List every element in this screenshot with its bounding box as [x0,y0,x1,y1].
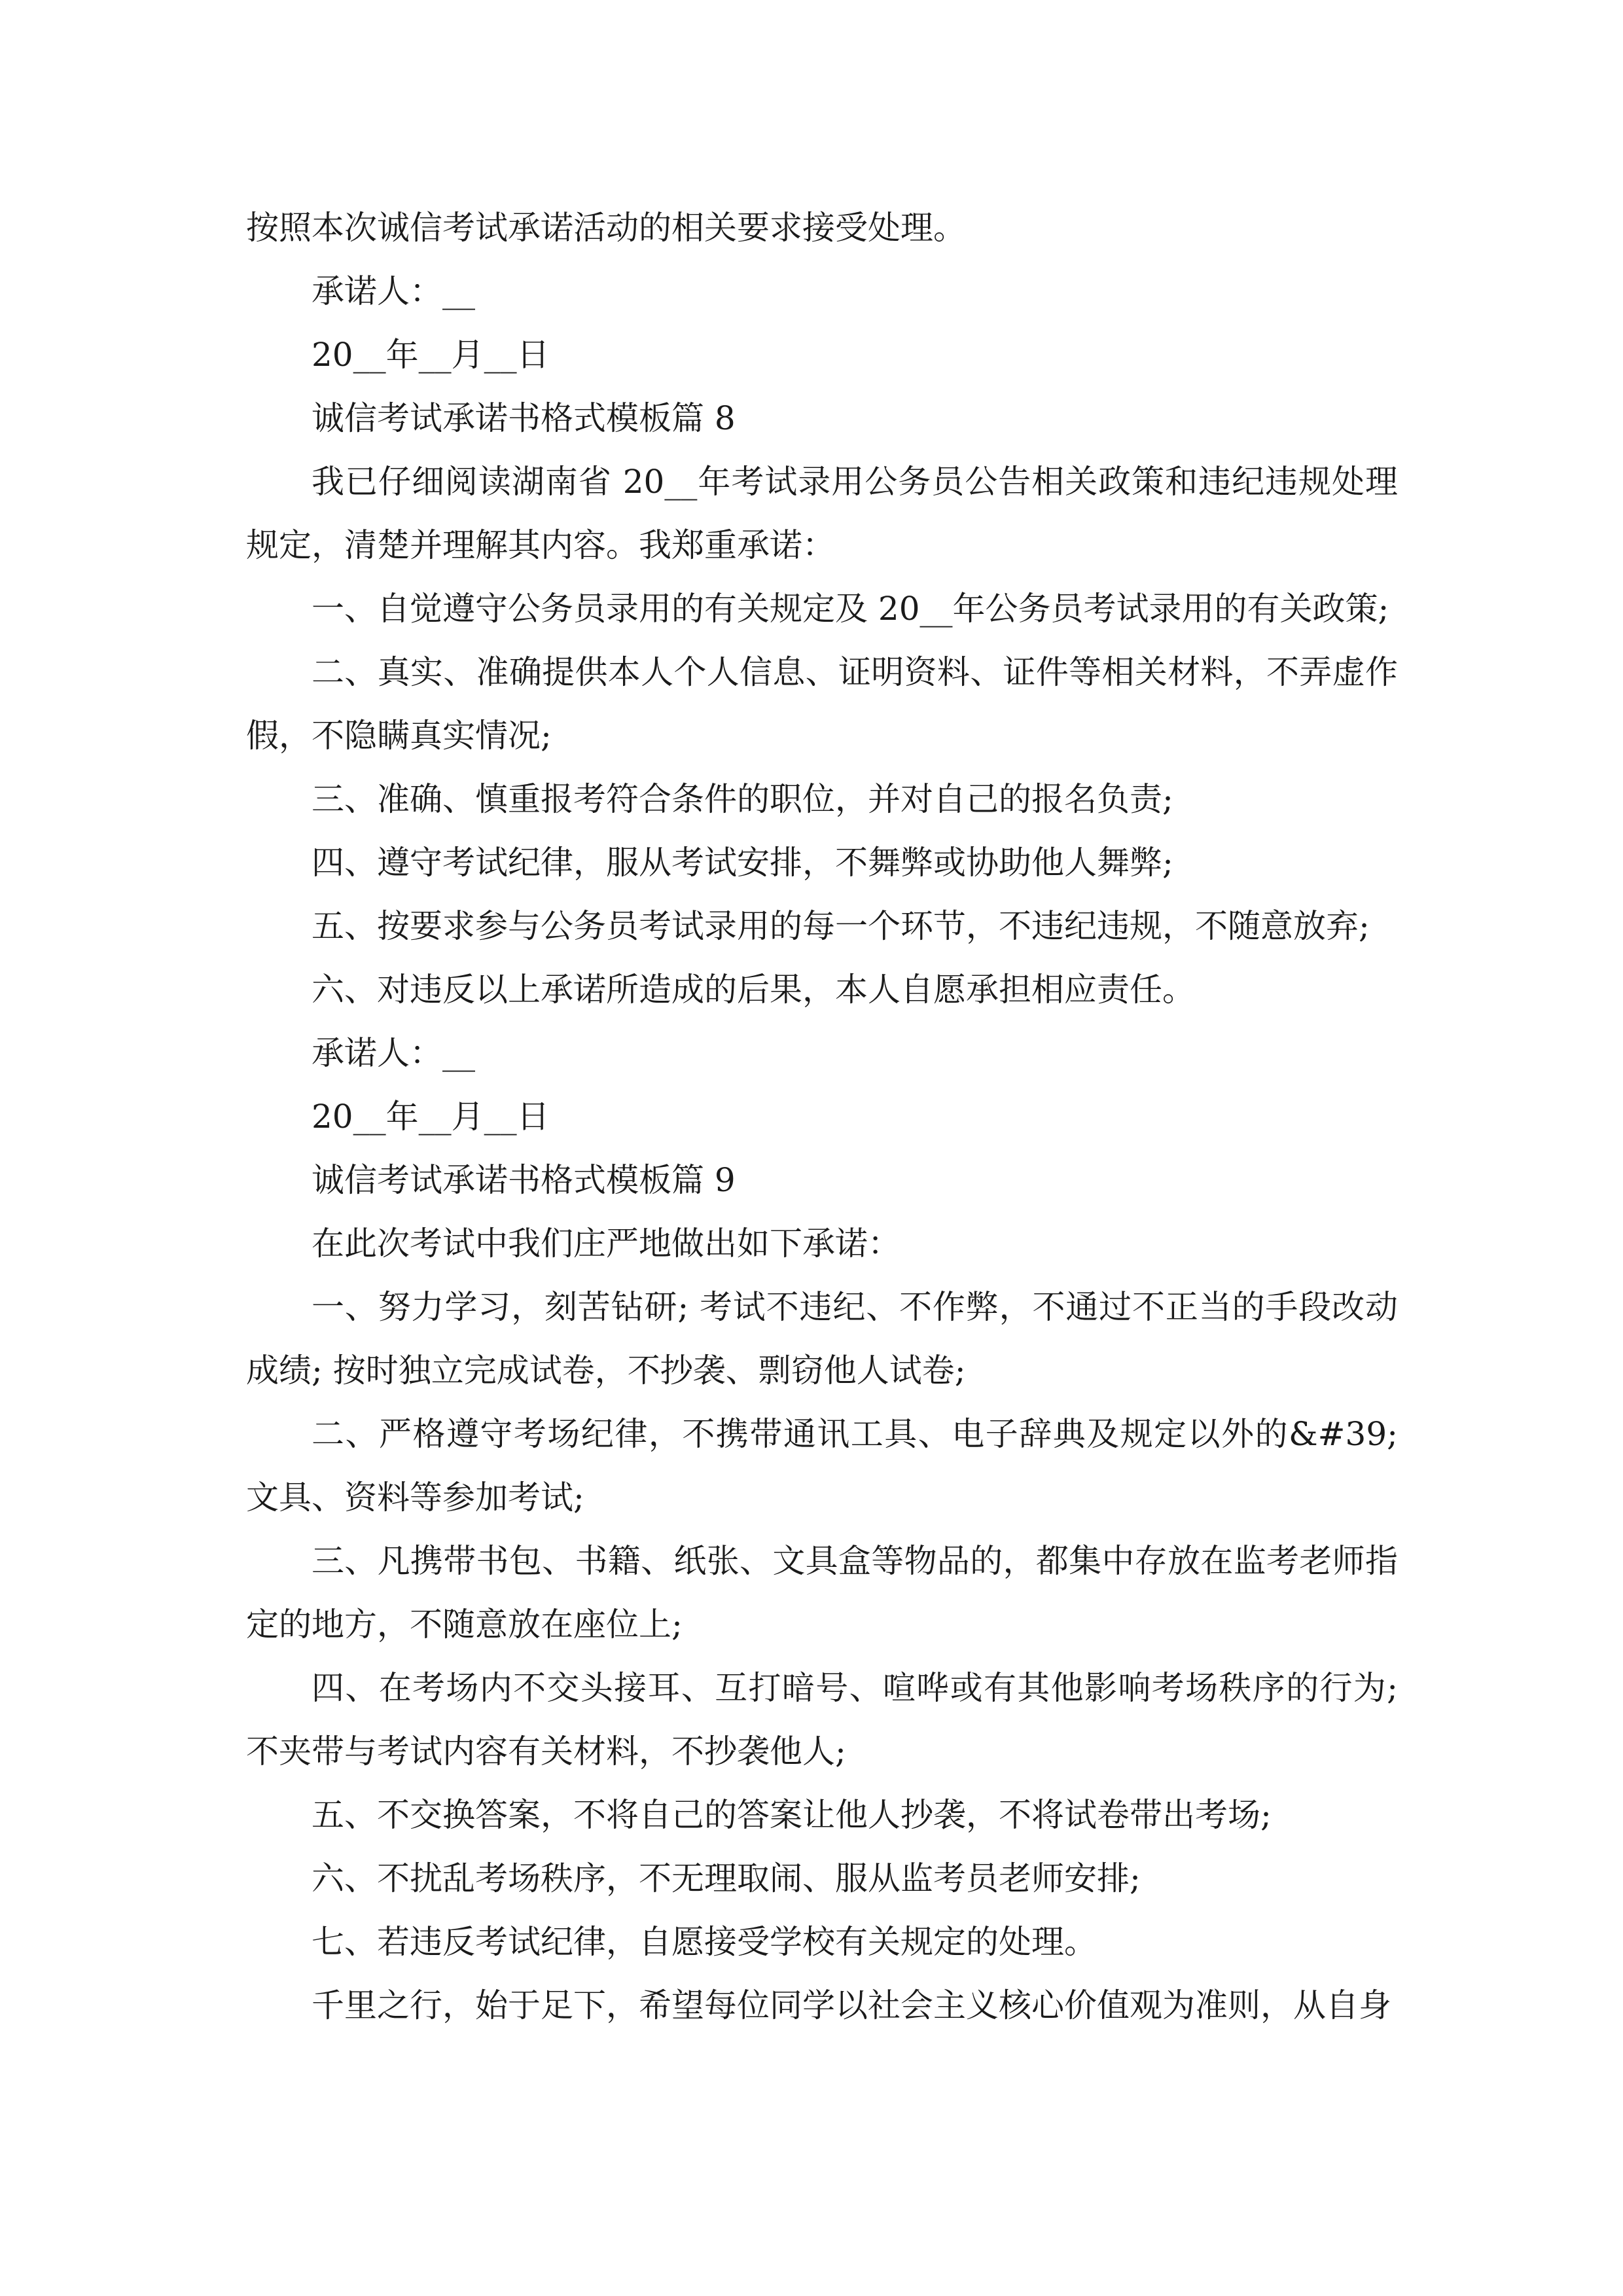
paragraph: 在此次考试中我们庄严地做出如下承诺： [312,1225,901,1263]
date-line: 20__年__月__日 [312,336,550,374]
paragraph-continuation: 按照本次诚信考试承诺活动的相关要求接受处理。 [246,209,966,247]
signature-line: 承诺人：__ [312,272,475,310]
list-item: 六、不扰乱考场秩序，不无理取闹、服从监考员老师安排; [312,1859,1141,1897]
paragraph: 千里之行，始于足下，希望每位同学以社会主义核心价值观为准则，从自身 [312,1986,1391,2024]
document-body [246,196,1398,2037]
paragraph: 我已仔细阅读湖南省 20__年考试录用公务员公告相关政策和违纪违规处理规定，清楚并理解其内容。我郑重承诺： [246,463,1398,564]
date-line: 20__年__月__日 [312,1098,550,1136]
section-heading: 诚信考试承诺书格式模板篇 8 [312,399,736,437]
list-item: 一、自觉遵守公务员录用的有关规定及 20__年公务员考试录用的有关政策; [312,590,1389,628]
list-item: 四、遵守考试纪律，服从考试安排，不舞弊或协助他人舞弊; [312,844,1173,882]
signature-line: 承诺人：__ [312,1034,475,1072]
list-item: 七、若违反考试纪律，自愿接受学校有关规定的处理。 [312,1923,1097,1961]
section-heading: 诚信考试承诺书格式模板篇 9 [312,1161,736,1199]
list-item: 二、严格遵守考场纪律，不携带通讯工具、电子辞典及规定以外的&#39;文具、资料等参加考试; [246,1415,1398,1516]
list-item: 三、凡携带书包、书籍、纸张、文具盒等物品的，都集中存放在监考老师指定的地方，不随意放在座位上; [246,1542,1398,1643]
list-item: 二、真实、准确提供本人个人信息、证明资料、证件等相关材料，不弄虚作假，不隐瞒真实情况; [246,653,1398,755]
list-item: 六、对违反以上承诺所造成的后果，本人自愿承担相应责任。 [312,971,1195,1009]
list-item: 五、按要求参与公务员考试录用的每一个环节，不违纪违规，不随意放弃; [312,907,1370,945]
list-item: 四、在考场内不交头接耳、互打暗号、喧哗或有其他影响考场秩序的行为; 不夹带与考试内容有关材料，不抄袭他人; [246,1669,1398,1770]
list-item: 三、准确、慎重报考符合条件的职位，并对自己的报名负责; [312,780,1173,818]
list-item: 一、努力学习，刻苦钻研; 考试不违纪、不作弊，不通过不正当的手段改动成绩; 按时独立完成试卷，不抄袭、剽窃他人试卷; [246,1288,1398,1390]
list-item: 五、不交换答案，不将自己的答案让他人抄袭，不将试卷带出考场; [312,1796,1272,1834]
